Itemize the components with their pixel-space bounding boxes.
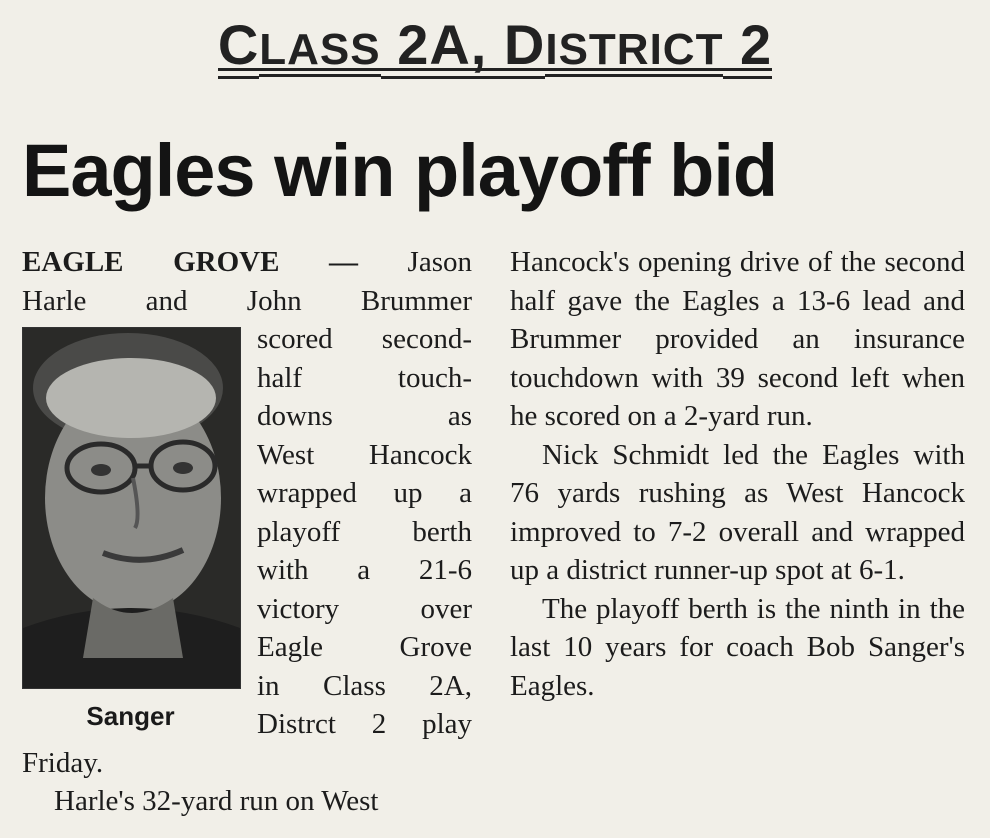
text-line: Eagle Grove (257, 631, 472, 663)
article-paragraph-2-start: Harle's 32-yard run on West (54, 785, 379, 817)
headshot-photo (22, 327, 241, 689)
dateline: EAGLE GROVE — (22, 246, 358, 278)
kicker-underline: CLASS 2A, DISTRICT 2 (218, 51, 772, 71)
headshot-illustration (23, 328, 240, 688)
text-line: with a 21-6 (257, 554, 472, 586)
article-paragraph-4: The playoff berth is the ninth in the last 10 years for coach Bob Sanger's Eagles. (510, 592, 965, 702)
text-line: downs as (257, 400, 472, 432)
text-line: victory over (257, 592, 472, 625)
text-line: playoff berth (257, 515, 472, 548)
article-column-2 (510, 243, 965, 705)
text-line: West Hancock (257, 438, 472, 471)
article-lead-line-1: EAGLE GROVE — Jason (22, 246, 473, 278)
article-paragraph-3: Nick Schmidt led the Eagles with 76 yards rushing as West Hancock improved to 7-2 overall and wrapped up a district runner-up spot at 6-1. (510, 438, 965, 586)
article-paragraph-2-cont: Hancock's opening drive of the second half gave the Eagles a 13-6 lead and Brummer provided an insurance touchdown with 39 second left when he scored on a 2-yard run. (510, 246, 965, 432)
text-line: wrapped up a (257, 477, 472, 509)
article-lead-line-2: Harle and John Brummer (22, 284, 472, 317)
text-line: half touch- (257, 361, 472, 394)
photo-block (22, 327, 239, 736)
headline: Eagles win playoff bid (22, 129, 778, 212)
section-kicker (0, 12, 990, 77)
article-column-1 (22, 243, 472, 821)
text-line: Distrct 2 play (257, 708, 472, 740)
text-line: in Class 2A, (257, 669, 472, 702)
text-line: scored second- (257, 323, 472, 355)
photo-caption: Sanger (86, 701, 175, 731)
text-line: Friday. (22, 746, 104, 779)
